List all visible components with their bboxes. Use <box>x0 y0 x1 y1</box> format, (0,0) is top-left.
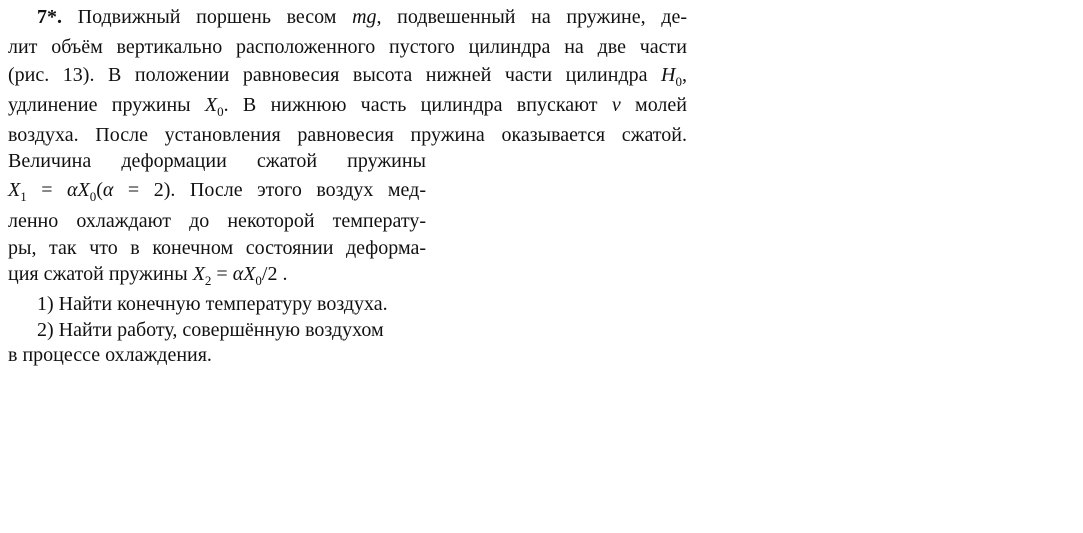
question-1: 1) Найти конечную температуру воздуха. <box>37 293 388 315</box>
problem-line-5: воздуха. После установления равновесия пружина оказывается сжатой. <box>8 124 687 146</box>
question-2-continuation: в процессе охлаждения. <box>8 344 212 366</box>
problem-line-9: ры, так что в конечном состоянии деформа- <box>8 237 426 259</box>
problem-line-3: (рис. 13). В положении равновесия высота нижней части цилиндра $H_0$, <box>8 64 687 89</box>
problem-line-8: ленно охлаждают до некоторой температу- <box>8 210 426 232</box>
question-2: 2) Найти работу, совершённую воздухом <box>37 319 384 341</box>
problem-line-1: 7*. Подвижный поршень весом mg, подвешенный на пружине, де- <box>37 6 687 28</box>
problem-line-2: лит объём вертикально расположенного пустого цилиндра на две части <box>8 36 687 58</box>
problem-line-7: $X_1 = \alpha X_0(\alpha = 2)$. После этого воздух мед- <box>8 179 426 204</box>
problem-line-4: удлинение пружины $X_0$. В нижнюю часть цилиндра впускают ν молей <box>8 94 687 119</box>
problem-number: 7*. <box>37 6 62 28</box>
problem-line-6: Величина деформации сжатой пружины <box>8 150 426 172</box>
problem-line-10: ция сжатой пружины $X_2 = \alpha X_0/2$ . <box>8 263 288 288</box>
